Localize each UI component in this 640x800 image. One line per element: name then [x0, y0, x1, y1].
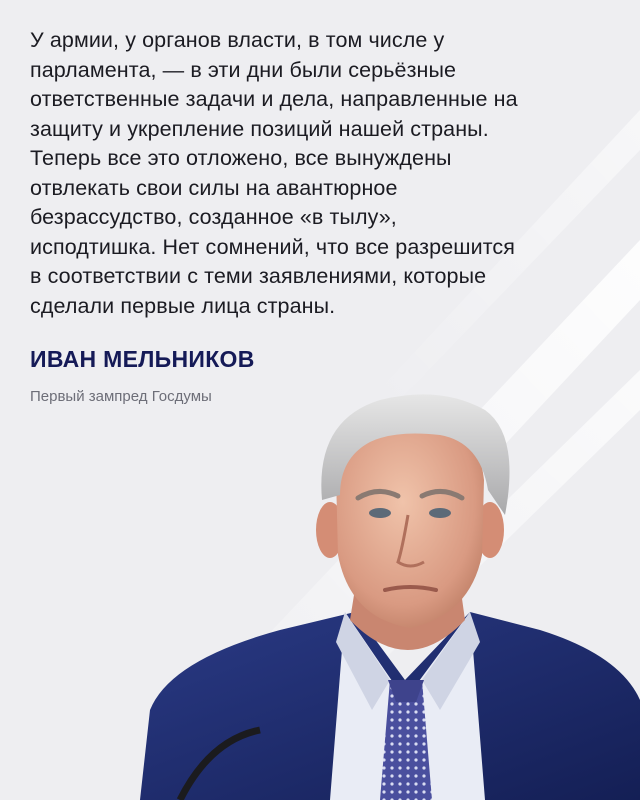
quote-line: в соответствии с теми заявлениями, которые: [30, 264, 487, 288]
speaker-name: ИВАН МЕЛЬНИКОВ: [30, 346, 255, 372]
quote-line: сделали первые лица страны.: [30, 293, 336, 318]
speaker-portrait-image: [140, 380, 640, 800]
quote-line: ответственные задачи и дела, направленные на: [30, 87, 518, 111]
quote-line: исподтишка. Нет сомнений, что все разрешится: [30, 234, 516, 259]
quote-line: парламента, — в эти дни были серьёзные: [30, 57, 457, 82]
quote-line: безрассудство, созданное «в тылу»,: [30, 205, 397, 229]
quote-line: защиту и укрепление позиций нашей страны.: [30, 116, 489, 141]
speaker-position: Первый зампред Госдумы: [30, 388, 212, 405]
quote-line: отвлекать свои силы на авантюрное: [30, 175, 398, 200]
quote-text: [30, 26, 615, 321]
quote-line: У армии, у органов власти, в том числе у: [30, 28, 445, 52]
quote-line: Теперь все это отложено, все вынуждены: [30, 146, 452, 170]
